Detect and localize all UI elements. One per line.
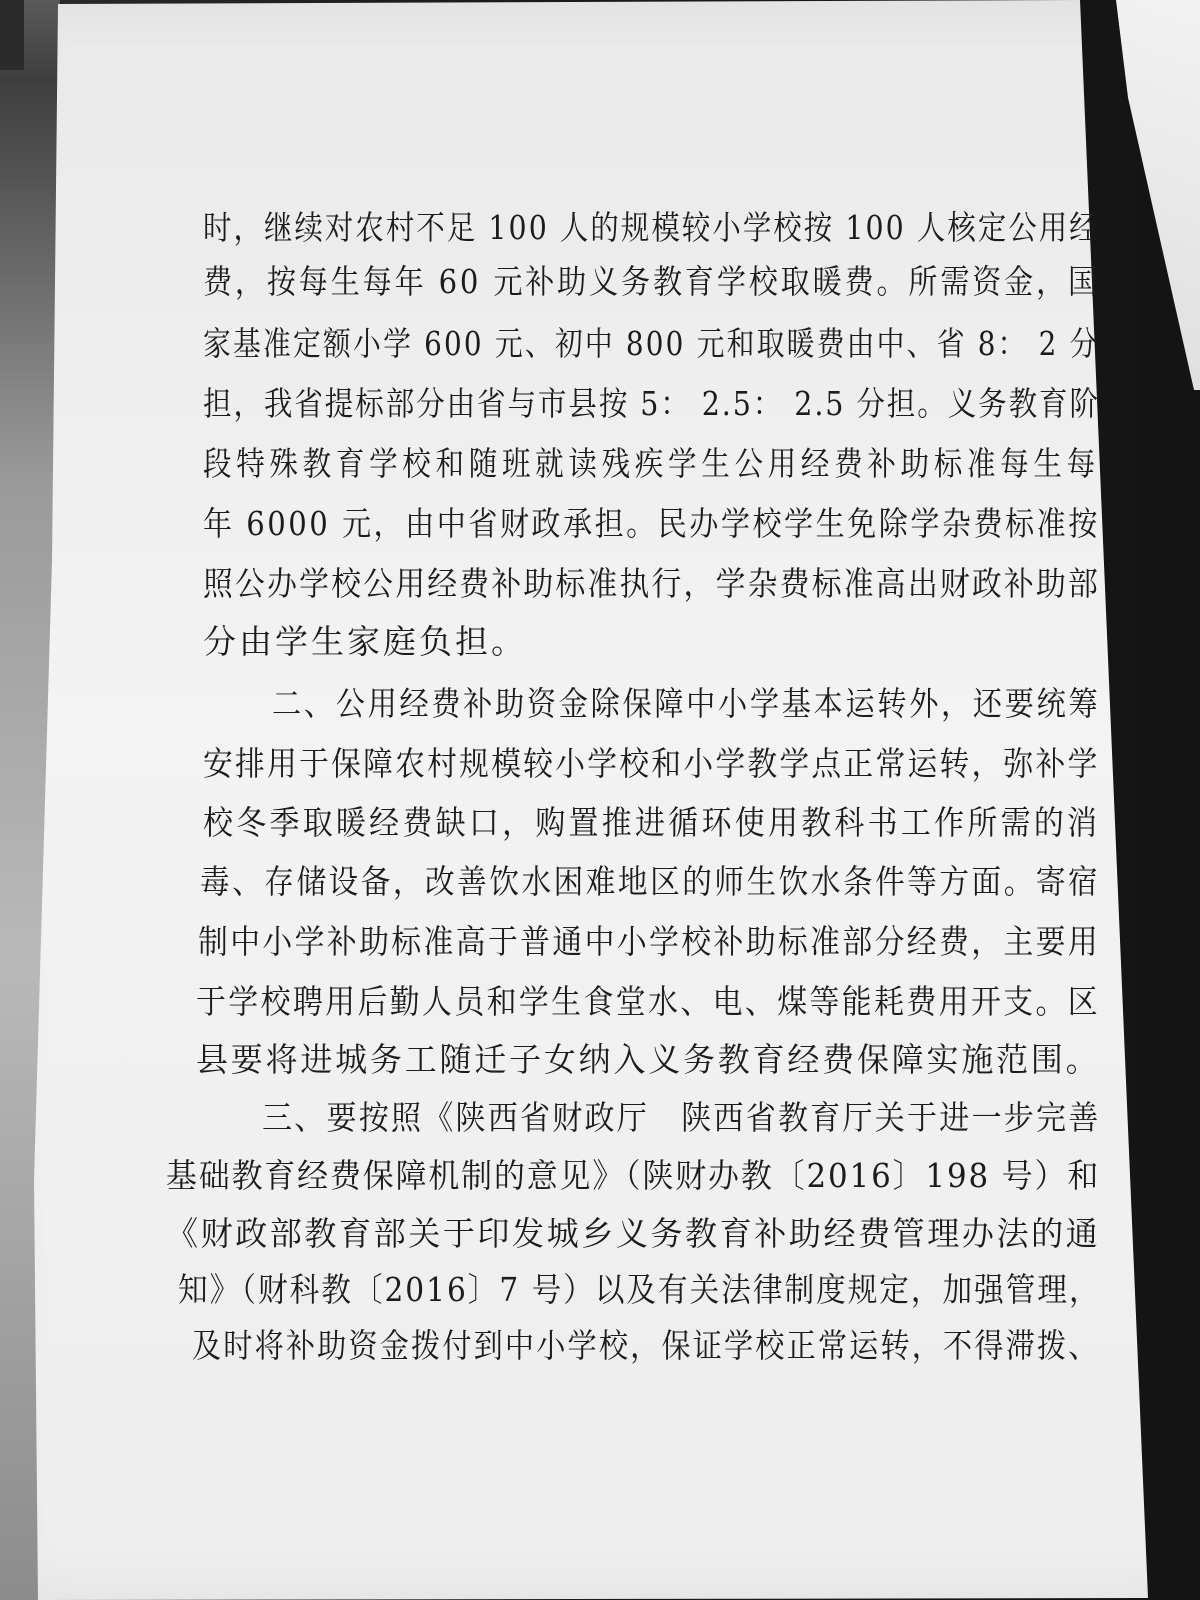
text-line: 毒、存储设备，改善饮水困难地区的师生饮水条件等方面。寄宿 <box>200 862 1101 901</box>
text-line: 知》（财科教〔2016〕7 号）以及有关法律制度规定，加强管理， <box>178 1270 1101 1309</box>
text-line: 段特殊教育学校和随班就读残疾学生公用经费补助标准每生每 <box>203 444 1100 483</box>
text-line: 县要将进城务工随迁子女纳入义务教育经费保障实施范围。 <box>196 1040 1101 1079</box>
text-line: 安排用于保障农村规模较小学校和小学教学点正常运转，弥补学 <box>203 744 1100 783</box>
text-line: 分由学生家庭负担。 <box>203 622 527 661</box>
text-line: 校冬季取暖经费缺口，购置推进循环使用教科书工作所需的消 <box>203 803 1101 842</box>
text-line: 时，继续对农村不足 100 人的规模较小学校按 100 人核定公用经 <box>203 208 1100 247</box>
text-line: 担，我省提标部分由省与市县按 5： 2.5： 2.5 分担。义务教育阶 <box>203 384 1100 423</box>
text-line: 制中小学补助标准高于普通中小学校补助标准部分经费，主要用 <box>198 922 1101 961</box>
text-line: 三、要按照《陕西省财政厅 陕西省教育厅关于进一步完善 <box>262 1098 1101 1137</box>
text-line: 《财政部教育部关于印发城乡义务教育补助经费管理办法的通 <box>166 1214 1101 1253</box>
text-line: 及时将补助资金拨付到中小学校，保证学校正常运转，不得滞拨、 <box>192 1326 1100 1365</box>
text-line: 二、公用经费补助资金除保障中小学基本运转外，还要统筹 <box>272 684 1101 723</box>
text-line: 基础教育经费保障机制的意见》（陕财办教〔2016〕198 号）和 <box>166 1156 1101 1195</box>
text-line: 于学校聘用后勤人员和学生食堂水、电、煤等能耗费用开支。区 <box>196 982 1101 1021</box>
text-line: 年 6000 元，由中省财政承担。民办学校学生免除学杂费标准按 <box>203 504 1100 543</box>
text-line: 费，按每生每年 60 元补助义务教育学校取暖费。所需资金，国 <box>203 262 1100 301</box>
text-line: 家基准定额小学 600 元、初中 800 元和取暖费由中、省 8： 2 分 <box>203 324 1100 363</box>
text-line: 照公办学校公用经费补助标准执行，学杂费标准高出财政补助部 <box>203 564 1101 603</box>
